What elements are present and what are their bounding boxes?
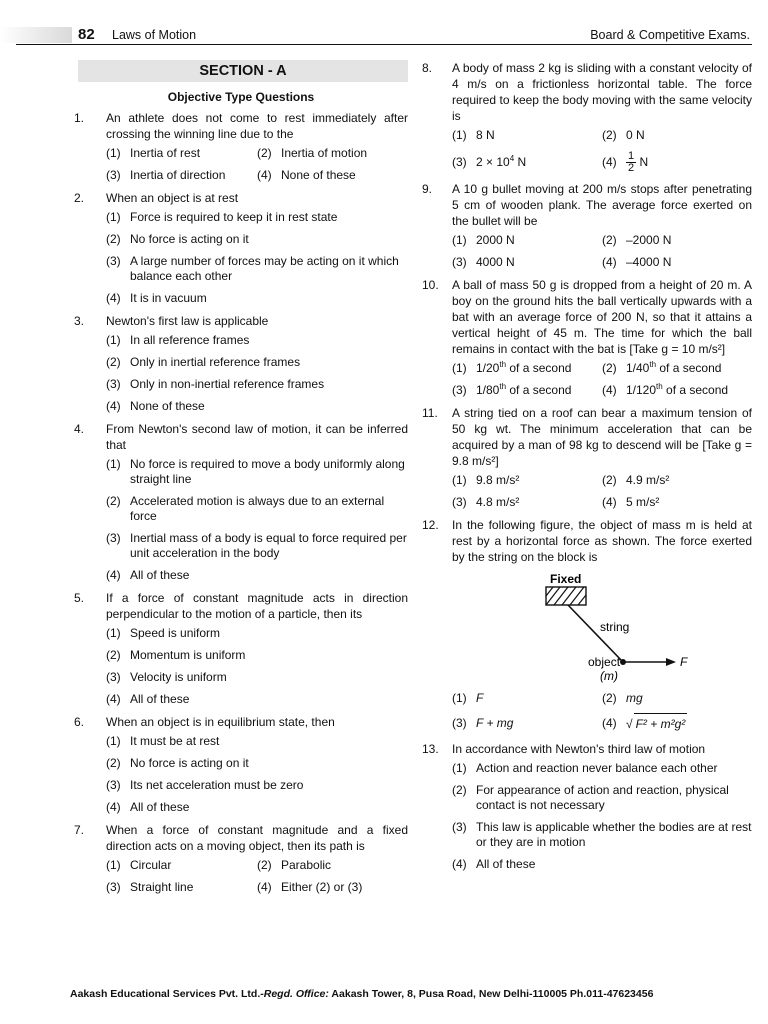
question-11 xyxy=(420,405,752,510)
option xyxy=(452,713,602,734)
question-stem: When a force of constant magnitude and a fixed direction acts on a moving object, then its path is xyxy=(106,823,408,853)
option-number: (2) xyxy=(257,146,272,160)
option-number: (3) xyxy=(106,377,121,391)
option xyxy=(106,756,408,771)
option xyxy=(602,383,752,398)
option xyxy=(257,858,408,873)
option-number: (4) xyxy=(106,568,121,582)
figure-diagram xyxy=(452,569,752,685)
option-number: (2) xyxy=(602,128,617,142)
option-row xyxy=(452,383,752,398)
option-text: No force is acting on it xyxy=(130,756,249,770)
option-number: (3) xyxy=(106,778,121,792)
option-number: (1) xyxy=(106,146,121,160)
page-footer xyxy=(70,988,760,1000)
option-number: (3) xyxy=(452,495,467,510)
option-row xyxy=(106,146,408,161)
option-text: 1/80 xyxy=(476,383,500,398)
option xyxy=(106,880,257,895)
option-text: F + mg xyxy=(476,716,514,731)
option xyxy=(106,692,408,707)
arrow-head xyxy=(666,658,676,666)
option xyxy=(106,291,408,306)
option-number: (2) xyxy=(106,355,121,369)
option-number: (4) xyxy=(106,399,121,413)
page-number: 82 xyxy=(78,26,95,43)
footer-company: Aakash Educational Services Pvt. Ltd. xyxy=(70,988,261,1000)
question-number: 2. xyxy=(74,191,85,205)
option-text: 4.9 m/s² xyxy=(626,473,670,488)
question-5 xyxy=(74,590,408,707)
option-number: (3) xyxy=(452,155,467,169)
option xyxy=(106,626,408,641)
option xyxy=(452,383,602,398)
option xyxy=(452,473,602,488)
option-text: 1/40 xyxy=(626,361,650,376)
option xyxy=(452,783,752,813)
question-number: 10. xyxy=(422,278,439,293)
option-number: (3) xyxy=(452,716,467,731)
option-number: (1) xyxy=(452,761,467,776)
option-text: Inertia of direction xyxy=(130,168,226,182)
option xyxy=(106,333,408,348)
fraction-numerator: 1 xyxy=(628,150,635,163)
option-row xyxy=(452,713,752,734)
option-text: Velocity is uniform xyxy=(130,670,227,684)
option-number: (4) xyxy=(257,880,272,894)
option xyxy=(106,800,408,815)
question-6 xyxy=(74,714,408,815)
option-number: (3) xyxy=(106,880,121,894)
option xyxy=(106,355,408,370)
string-figure xyxy=(452,569,752,685)
option xyxy=(602,691,752,706)
string-label: string xyxy=(600,620,630,635)
option-text: Accelerated motion is always due to an external force xyxy=(130,494,385,523)
option-number: (1) xyxy=(106,734,121,748)
option-text: Inertia of rest xyxy=(130,146,201,160)
option xyxy=(106,210,408,225)
option xyxy=(106,778,408,793)
question-number: 8. xyxy=(422,61,433,75)
option-suffix: of a second xyxy=(662,383,729,398)
option-row xyxy=(106,858,408,873)
section-subtitle: Objective Type Questions xyxy=(167,90,315,104)
option-text: In all reference frames xyxy=(130,333,250,347)
option-row xyxy=(106,168,408,183)
option-text: No force is acting on it xyxy=(130,232,249,246)
option-text: –2000 N xyxy=(626,233,672,248)
question-stem: If a force of constant magnitude acts in direction perpendicular to the motion of a particle, then its xyxy=(106,591,408,621)
option-number: (2) xyxy=(106,648,121,662)
option-suffix: of a second xyxy=(506,383,572,398)
option-number: (2) xyxy=(602,473,617,488)
option-row xyxy=(452,128,752,143)
option-text: F² + m²g² xyxy=(634,713,688,734)
option-number: (2) xyxy=(602,361,617,376)
option xyxy=(602,473,752,488)
option-row xyxy=(452,691,752,706)
option-number: (2) xyxy=(257,858,272,872)
option-text: A large number of forces may be acting on it which balance each other xyxy=(130,254,399,283)
option-text: Inertia of motion xyxy=(281,146,368,160)
option-number: (3) xyxy=(452,820,467,835)
option-number: (2) xyxy=(602,691,617,706)
option-suffix: of a second xyxy=(506,361,572,376)
exponent: 4 xyxy=(509,154,515,163)
option xyxy=(602,361,752,376)
option-text: 8 N xyxy=(476,128,495,142)
question-12 xyxy=(420,517,752,734)
option-number: (1) xyxy=(452,233,467,248)
question-stem: A ball of mass 50 g is dropped from a height of 20 m. A boy on the ground hits the ball vertically upwards with a bat with an average force of 200 N, so that it attains a vertical height of 45 m. The time for which the ball remains in contact with the bat is [Take g = 10 m/s²] xyxy=(452,278,752,357)
option xyxy=(452,255,602,270)
question-13 xyxy=(420,741,752,872)
option xyxy=(106,648,408,663)
question-10 xyxy=(420,277,752,398)
exam-label: Board & Competitive Exams. xyxy=(590,28,750,42)
option-number: (1) xyxy=(452,128,467,142)
question-number: 1. xyxy=(74,111,85,125)
option-number: (3) xyxy=(106,531,121,545)
option-row xyxy=(452,473,752,488)
question-9 xyxy=(420,181,752,270)
question-stem: In accordance with Newton's third law of motion xyxy=(452,742,706,757)
fixed-label: Fixed xyxy=(550,572,582,587)
ceiling-hatch xyxy=(546,587,586,605)
question-stem: Newton's first law is applicable xyxy=(106,314,269,328)
option-text: Action and reaction never balance each other xyxy=(476,761,718,776)
force-label: F xyxy=(680,655,688,670)
question-number: 13. xyxy=(422,742,439,757)
option xyxy=(452,761,752,776)
option xyxy=(106,494,408,524)
question-stem: In the following figure, the object of mass m is held at rest by a horizontal force as shown. The force exerted by the string on the block is xyxy=(452,518,752,565)
question-7 xyxy=(74,822,408,895)
option xyxy=(452,857,752,872)
option-text: Straight line xyxy=(130,880,194,894)
option-text: Circular xyxy=(130,858,172,872)
option-number: (3) xyxy=(452,255,467,270)
option xyxy=(602,128,752,143)
ordinal-suffix: th xyxy=(649,360,657,370)
option xyxy=(452,361,602,376)
option-number: (1) xyxy=(452,691,467,706)
question-number: 12. xyxy=(422,518,439,533)
option-number: (2) xyxy=(452,783,467,798)
option xyxy=(106,531,408,561)
option-text: All of these xyxy=(130,692,190,706)
option-row xyxy=(452,361,752,376)
option-number: (4) xyxy=(602,716,617,731)
option xyxy=(106,568,408,583)
option-number: (1) xyxy=(106,210,121,224)
option-text: 1/20 xyxy=(476,361,500,376)
footer-address: Aakash Tower, 8, Pusa Road, New Delhi-110005 Ph.011-47623456 xyxy=(328,988,654,1000)
option-number: (4) xyxy=(452,857,467,872)
question-stem: A body of mass 2 kg is sliding with a constant velocity of 4 m/s on a frictionless horizontal table. The force required to keep the body moving with the same velocity is xyxy=(452,61,752,123)
option xyxy=(452,233,602,248)
option-number: (4) xyxy=(106,692,121,706)
option xyxy=(602,150,752,174)
option xyxy=(106,399,408,414)
option-text: mg xyxy=(626,691,643,706)
option-unit: N xyxy=(514,155,527,169)
fraction xyxy=(626,151,636,174)
option xyxy=(602,495,752,510)
option-row xyxy=(106,880,408,895)
question-number: 3. xyxy=(74,314,85,328)
option-number: (4) xyxy=(602,495,617,510)
option xyxy=(106,168,257,183)
option-number: (1) xyxy=(452,361,467,376)
option-number: (2) xyxy=(106,756,121,770)
question-number: 6. xyxy=(74,715,85,729)
option-text: Momentum is uniform xyxy=(130,648,246,662)
option-text: 2 × 10 xyxy=(476,155,510,169)
chapter-title: Laws of Motion xyxy=(112,28,197,42)
option-text: Only in inertial reference frames xyxy=(130,355,301,369)
option xyxy=(106,457,408,487)
option-number: (4) xyxy=(602,383,617,398)
section-title: SECTION - A xyxy=(78,60,408,82)
option-number: (2) xyxy=(106,494,121,508)
object-label: object xyxy=(588,655,621,670)
option-text: 4.8 m/s² xyxy=(476,495,520,510)
option-text: 4000 N xyxy=(476,255,515,270)
page-header xyxy=(0,24,768,46)
option xyxy=(257,168,408,183)
question-3 xyxy=(74,313,408,414)
option-text: Only in non-inertial reference frames xyxy=(130,377,325,391)
option-number: (3) xyxy=(452,383,467,398)
option-text: Speed is uniform xyxy=(130,626,221,640)
option-number: (3) xyxy=(106,254,121,268)
option-text: None of these xyxy=(281,168,356,182)
question-stem: From Newton's second law of motion, it can be inferred that xyxy=(106,422,408,452)
question-8 xyxy=(420,60,752,174)
option-text: Inertial mass of a body is equal to force required per unit acceleration in the body xyxy=(130,531,407,560)
option-text: None of these xyxy=(130,399,205,413)
option xyxy=(452,150,602,174)
option-number: (1) xyxy=(106,858,121,872)
option-number: (3) xyxy=(106,168,121,182)
option-text: This law is applicable whether the bodies are at rest or they are in motion xyxy=(476,820,752,850)
question-number: 7. xyxy=(74,823,85,837)
option-text: It is in vacuum xyxy=(130,291,207,305)
question-number: 9. xyxy=(422,182,433,197)
question-number: 4. xyxy=(74,422,85,436)
option xyxy=(257,880,408,895)
option-text: It must be at rest xyxy=(130,734,220,748)
option xyxy=(452,128,602,143)
option xyxy=(106,232,408,247)
option xyxy=(106,858,257,873)
option-row xyxy=(452,233,752,248)
option-text: 0 N xyxy=(626,128,645,142)
question-stem: A string tied on a roof can bear a maximum tension of 50 kg wt. The minimum acceleration that can be acquired by a man of 98 kg to descend will be [Take g = 9.8 m/s²] xyxy=(452,406,752,469)
option-text: 1/120 xyxy=(626,383,657,398)
option-number: (1) xyxy=(106,333,121,347)
option-number: (4) xyxy=(106,291,121,305)
option-number: (4) xyxy=(257,168,272,182)
option-number: (4) xyxy=(602,155,617,169)
question-stem: An athlete does not come to rest immediately after crossing the winning line due to the xyxy=(106,111,408,141)
header-rule xyxy=(16,44,752,45)
option-text: 2000 N xyxy=(476,233,515,248)
option-number: (1) xyxy=(106,457,121,471)
ordinal-suffix: th xyxy=(656,382,663,392)
footer-office-label: -Regd. Office: xyxy=(260,988,329,1000)
option-text: For appearance of action and reaction, physical contact is not necessary xyxy=(476,783,729,813)
question-number: 11. xyxy=(422,406,438,421)
question-4 xyxy=(74,421,408,583)
option-text: N xyxy=(639,155,649,169)
right-column xyxy=(420,60,752,879)
option-row xyxy=(452,255,752,270)
header-shade xyxy=(0,27,72,43)
fraction-denominator: 2 xyxy=(628,162,635,175)
option xyxy=(106,146,257,161)
option xyxy=(257,146,408,161)
option-text: F xyxy=(476,691,484,706)
question-stem: A 10 g bullet moving at 200 m/s stops after penetrating 5 cm of wooden plank. The average force exerted on the bullet will be xyxy=(452,182,752,229)
option xyxy=(602,255,752,270)
option-number: (3) xyxy=(106,670,121,684)
option-number: (2) xyxy=(602,233,617,248)
option-number: (1) xyxy=(106,626,121,640)
option xyxy=(602,233,752,248)
question-number: 5. xyxy=(74,591,85,605)
option-text: 9.8 m/s² xyxy=(476,473,520,488)
option xyxy=(452,820,752,850)
option xyxy=(452,495,602,510)
option-text: 5 m/s² xyxy=(626,495,660,510)
ordinal-suffix: th xyxy=(499,360,507,370)
ordinal-suffix: th xyxy=(499,382,507,392)
option-row xyxy=(452,495,752,510)
option-text: Parabolic xyxy=(281,858,332,872)
option-text: Force is required to keep it in rest state xyxy=(130,210,338,224)
option-text: All of these xyxy=(130,800,190,814)
mass-label: (m) xyxy=(600,669,618,684)
option-suffix: of a second xyxy=(656,361,722,376)
sqrt-icon: √ xyxy=(626,717,633,732)
question-stem: When an object is in equilibrium state, then xyxy=(106,715,335,729)
option xyxy=(452,691,602,706)
option-number: (1) xyxy=(452,473,467,488)
option-text: No force is required to move a body uniformly along straight line xyxy=(130,457,405,486)
option-text: All of these xyxy=(130,568,190,582)
question-1 xyxy=(74,110,408,183)
option xyxy=(106,734,408,749)
option-text: All of these xyxy=(476,857,536,872)
option-number: (2) xyxy=(106,232,121,246)
option xyxy=(106,254,408,284)
question-2 xyxy=(74,190,408,306)
option-text: Either (2) or (3) xyxy=(281,880,363,894)
option-number: (4) xyxy=(106,800,121,814)
option-text: Its net acceleration must be zero xyxy=(130,778,304,792)
option-row xyxy=(452,150,752,174)
option xyxy=(106,670,408,685)
option xyxy=(602,713,752,734)
left-column xyxy=(74,60,408,902)
option-text: –4000 N xyxy=(626,255,672,270)
question-stem: When an object is at rest xyxy=(106,191,239,205)
option-number: (4) xyxy=(602,255,617,270)
option xyxy=(106,377,408,392)
